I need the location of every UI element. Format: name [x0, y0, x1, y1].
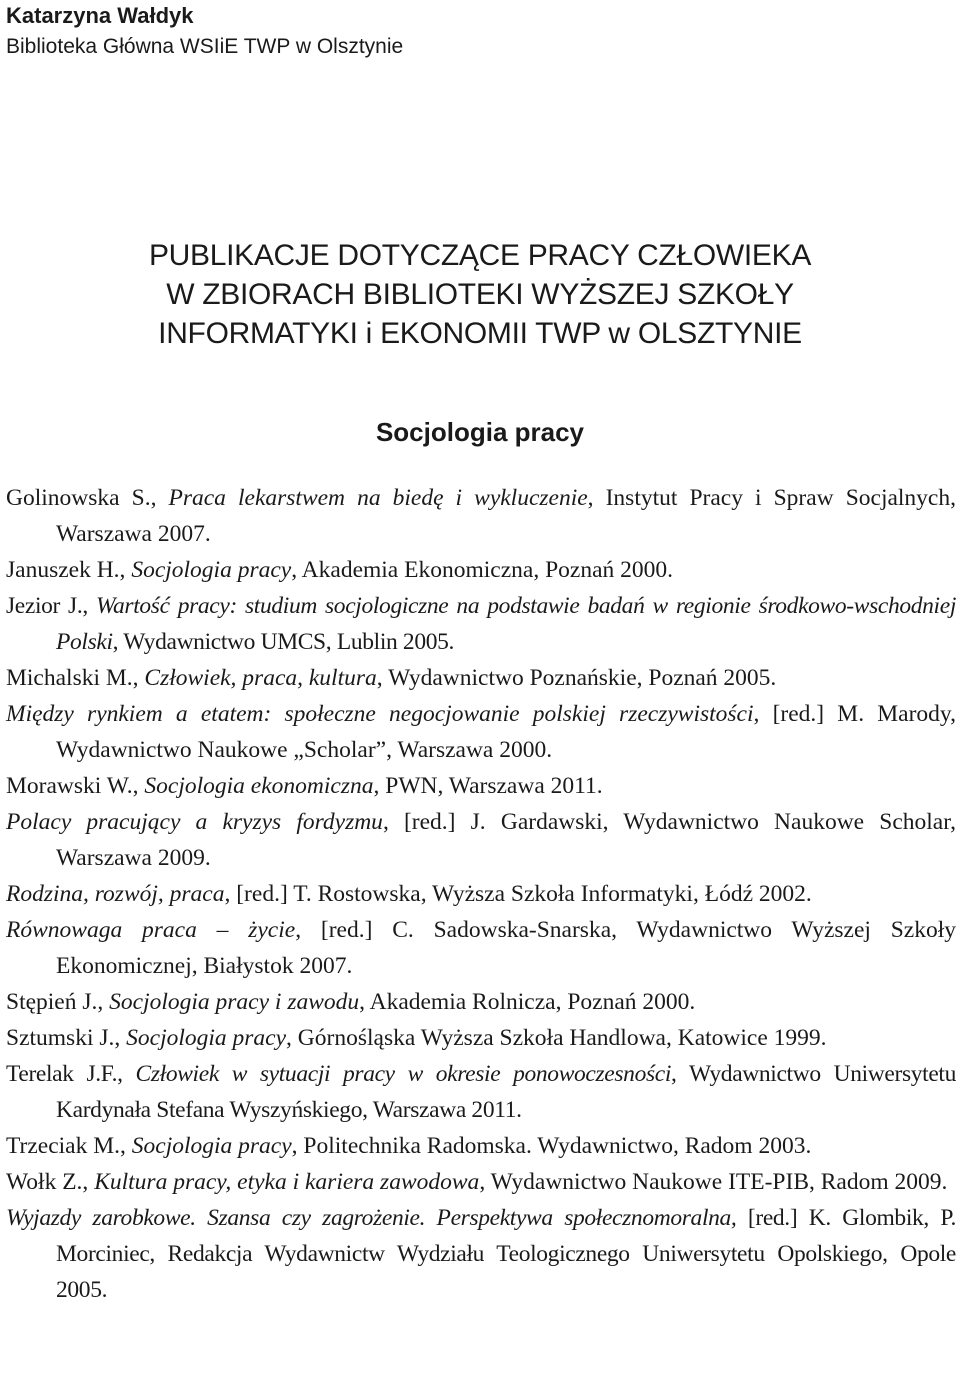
title-line-3: INFORMATYKI i EKONOMII TWP w OLSZTYNIE: [158, 317, 802, 350]
bibliography-entry: [6, 1020, 956, 1056]
bibliography-entry: [6, 660, 956, 696]
entry-author: Sztumski J.,: [6, 1025, 127, 1051]
entry-title: Socjologia pracy: [126, 1025, 287, 1051]
bibliography-entry: [6, 1056, 956, 1128]
entry-title: Rodzina, rozwój, praca: [6, 881, 225, 907]
entry-title: Socjologia pracy: [131, 1133, 292, 1159]
entry-author: Golinowska S.,: [6, 485, 169, 511]
entry-details: , [red.] M. Marody, Wydawnictwo Naukowe „Scholar”, Warszawa 2000.: [56, 701, 957, 763]
entry-details: , [red.] C. Sadowska-Snarska, Wydawnictwo Wyższej Szkoły Ekonomicznej, Białystok 2007.: [56, 917, 956, 979]
entry-author: Michalski M.,: [6, 665, 145, 691]
entry-title: Socjologia pracy i zawodu: [109, 989, 360, 1015]
entry-details: , Wydawnictwo Poznańskie, Poznań 2005.: [376, 665, 777, 691]
entry-details: , PWN, Warszawa 2011.: [373, 773, 603, 799]
entry-details: , [red.] J. Gardawski, Wydawnictwo Naukowe Scholar, Warszawa 2009.: [56, 809, 956, 871]
author-block: [6, 2, 403, 64]
entry-details: , Akademia Ekonomiczna, Poznań 2000.: [291, 557, 674, 583]
entry-title: Równowaga praca – życie: [6, 917, 296, 943]
entry-title: Polacy pracujący a kryzys fordyzmu: [6, 809, 383, 835]
bibliography-entry: [6, 1164, 956, 1200]
bibliography-entry: [6, 984, 956, 1020]
entry-title: Praca lekarstwem na biedę i wykluczenie: [168, 485, 588, 511]
entry-title: Socjologia pracy: [131, 557, 292, 583]
bibliography-entry: [6, 480, 956, 552]
bibliography-entry: [6, 696, 956, 768]
entry-details: , Akademia Rolnicza, Poznań 2000.: [359, 989, 696, 1015]
title-line-1: PUBLIKACJE DOTYCZĄCE PRACY CZŁOWIEKA: [148, 239, 812, 272]
bibliography-entry: [6, 552, 956, 588]
entry-title: Człowiek w sytuacji pracy w okresie ponowoczesności: [135, 1061, 672, 1087]
entry-details: , Górnośląska Wyższa Szkoła Handlowa, Katowice 1999.: [286, 1025, 827, 1051]
entry-author: Januszek H.,: [6, 557, 132, 583]
author-affiliation: Biblioteka Główna WSIiE TWP w Olsztynie: [6, 35, 404, 58]
entry-title: Człowiek, praca, kultura: [144, 665, 377, 691]
entry-author: Stępień J.,: [6, 989, 110, 1015]
entry-title: Socjologia ekonomiczna: [144, 773, 374, 799]
bibliography-entry: [6, 1200, 956, 1308]
title-line-2: W ZBIORACH BIBLIOTEKI WYŻSZEJ SZKOŁY: [166, 278, 794, 311]
entry-title: Wyjazdy zarobkowe. Szansa czy zagrożenie. Perspektywa społecznomoralna,: [6, 1205, 737, 1231]
entry-title: Kultura pracy, etyka i kariera zawodowa: [94, 1169, 480, 1195]
entry-author: Morawski W.,: [6, 773, 145, 799]
bibliography-entry: [6, 804, 956, 876]
document-title: [0, 236, 960, 353]
section-heading: Socjologia pracy: [375, 417, 585, 447]
entry-details: , [red.] T. Rostowska, Wyższa Szkoła Informatyki, Łódź 2002.: [224, 881, 812, 907]
bibliography-entry: [6, 768, 956, 804]
entry-author: Trzeciak M.,: [6, 1133, 132, 1159]
entry-details: , Wydawnictwo Uniwersytetu Kardynała Stefana Wyszyńskiego, Warszawa 2011.: [56, 1061, 956, 1123]
entry-title: Wartość pracy: studium socjologiczne na podstawie badań w regionie środkowo-wschodniej Polski: [56, 593, 957, 655]
bibliography-entry: [6, 1128, 956, 1164]
entry-author: Jezior J.,: [6, 593, 96, 619]
author-name: Katarzyna Wałdyk: [6, 3, 194, 28]
entry-author: Terelak J.F.,: [6, 1061, 136, 1087]
entry-author: Wołk Z.,: [6, 1169, 95, 1195]
entry-details: [red.] K. Glombik, P. Morciniec, Redakcja Wydawnictw Wydziału Teologicznego Uniwersytetu Opolskiego, Opole 2005.: [56, 1205, 956, 1303]
bibliography-list: [6, 480, 956, 1308]
entry-details: , Politechnika Radomska. Wydawnictwo, Radom 2003.: [291, 1133, 812, 1159]
entry-details: , Instytut Pracy i Spraw Socjalnych, Warszawa 2007.: [56, 485, 956, 547]
bibliography-entry: [6, 912, 956, 984]
entry-title: Między rynkiem a etatem: społeczne negocjowanie polskiej rzeczywistości: [6, 701, 754, 727]
entry-details: , Wydawnictwo Naukowe ITE-PIB, Radom 2009.: [479, 1169, 948, 1195]
bibliography-entry: [6, 876, 956, 912]
entry-details: , Wydawnictwo UMCS, Lublin 2005.: [112, 629, 455, 655]
bibliography-entry: [6, 588, 956, 660]
